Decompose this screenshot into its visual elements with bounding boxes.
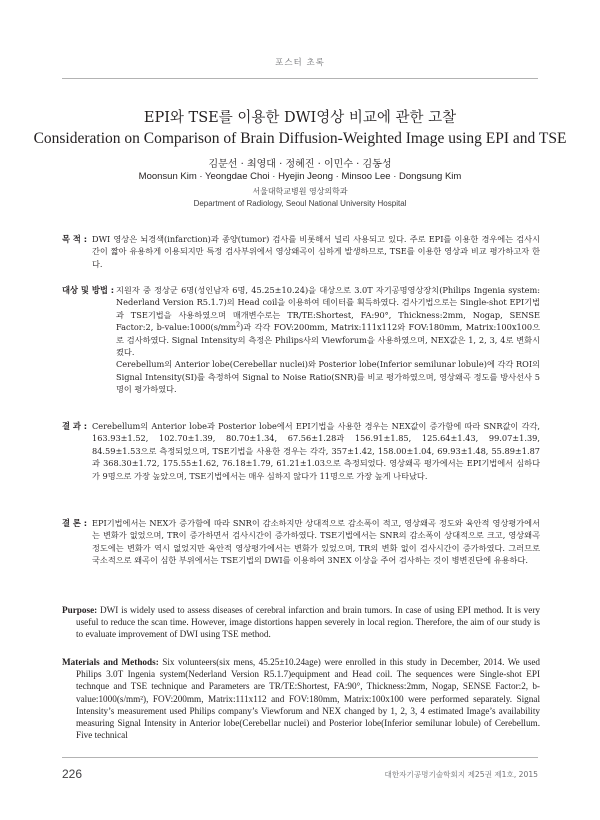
affiliation-korean: 서울대학교병원 영상의학과 [252,187,348,196]
section-tag: 포스터 초록 [275,58,325,68]
affiliation-english: Department of Radiology, Seoul National University Hospital [193,199,407,208]
korean-conclusion-label: 결 론 : [62,518,88,528]
korean-conclusion-section [62,517,540,567]
authors-korean: 김문선 · 최영대 · 정혜진 · 이민수 · 김동성 [208,159,392,170]
page-number: 226 [62,767,83,781]
korean-results-section [62,420,540,482]
korean-purpose-label: 목 적 : [62,234,88,244]
title-korean: EPI와 TSE를 이용한 DWI영상 비교에 관한 고찰 [143,110,457,126]
korean-results-text: Cerebellum의 Anterior lobe과 Posterior lobe에서 EPI기법을 사용한 경우는 NEX값이 증가함에 따라 SNR값이 각각, 163.93±1.52, 102.70±1.39, 80.70±1.34, 67.56±1.28과 156.91±1.85, 125.64±1.43, 99.07±1.39, 84.59±1.53으로 측정되었으며, TSE기법을 사용한 경우는 각각, 357±1.42, 158.00±1.04, 69.93±1.48, 55.89±1.87과 368.30±1.72, 175.55±1.62, 76.18±1.79, 61.21±1.03으로 측정되었다. 영상왜곡 평가에서는 EPI기법에서 심하다가 9명으로 가장 높았으며, TSE기법에서는 매우 심하지 않다가 11명으로 가장 높게 나타났다. [92,421,540,481]
header-divider [62,78,538,79]
authors-english: Moonsun Kim · Yeongdae Choi · Hyejin Jeong · Minsoo Lee · Dongsung Kim [138,171,462,182]
korean-methods-section [62,284,540,396]
english-purpose-label: Purpose: [62,605,98,615]
korean-methods-paragraph-2: Cerebellum의 Anterior lobe(Cerebellar nuclei)와 Posterior lobe(Inferior semilunar lobule)에 각각 ROI의 Signal Intensity(SI)를 측정하여 Signal to Noise Ratio(SNR)를 비교 평가하였으며, 영상왜곡 정도를 방사선사 5명이 평가하였다. [116,359,540,395]
korean-methods-label: 대상 및 방법 : [62,285,115,295]
english-purpose-section [62,604,540,641]
title-english: Consideration on Comparison of Brain Diffusion-Weighted Image using EPI and TSE [33,130,567,147]
korean-purpose-section [62,233,540,270]
english-methods-label: Materials and Methods: [62,657,159,667]
english-purpose-text: DWI is widely used to assess diseases of cerebral infarction and brain tumors. In case of using EPI method. It is very useful to reduce the scan time. However, image distortions happen severely in local region. Therefore, the aim of our study is to evaluate improvement of DWI using TSE method. [76,605,540,640]
korean-conclusion-text: EPI기법에서는 NEX가 증가함에 따라 SNR이 감소하지만 상대적으로 감소폭이 적고, 영상왜곡 정도와 육안적 영상평가에서는 변화가 없었으며, TR이 증가하면서 검사시간이 증가하였다. TSE기법에서는 SNR의 감소폭이 상대적으로 크고, 영상왜곡 정도에는 변화가 역시 없었지만 육안적 영상평가에서는 변화가 있었으며, TR의 변화 없이 검사시간이 증가하였다. 그러므로 국소적으로 왜곡이 심한 부위에서는 TSE기법의 DWI를 이용하여 3NEX 이상을 주어 검사하는 것이 병변진단에 유용하다. [92,518,540,566]
journal-citation: 대한자기공명기술학회지 제25권 제1호, 2015 [384,770,538,779]
korean-purpose-text: DWI 영상은 뇌경색(infarction)과 종양(tumor) 검사를 비롯해서 널리 사용되고 있다. 주로 EPI를 이용한 경우에는 검사시간이 짧아 유용하게 이용되지만 특정 검사부위에서 영상왜곡이 심하게 발생하므로, TSE를 이용한 영상과 비교 평가하고자 한다. [92,234,540,269]
korean-methods-paragraph-1: 지원자 중 정상군 6명(성인남자 6명, 45.25±10.24)을 대상으로 3.0T 자기공명영상장치(Philips Ingenia system: Nederland Version R5.1.7)의 Head coil을 이용하여 데이터를 획득하였다. 검사기법으로는 Single-shot EPI기법과 TSE기법을 사용하였으며 매개변수로는 TR/TE:Shortest, FA:90°, Thickness:2mm, Nogap, SENSE Factor:2, $b-value:1000(s/mm^2)$과 각각 FOV:200mm, Matrix:111x112와 FOV:180mm, Matrix:100x100으로 검사하였다. Signal Intensity의 측정은 Philips사의 Viewforum을 사용하였으며, NEX값은 1, 2, 3, 4로 변화시켰다. [116,285,540,358]
korean-results-label: 결 과 : [62,421,88,431]
english-methods-section [62,656,540,741]
footer-divider [62,757,538,758]
english-methods-text: Six volunteers(six mens, 45.25±10.24age) were enrolled in this study in December, 2014. We used Philips 3.0T Ingenia system(Nederland Version R5.1.7)equipment and Head coil. The sequences were Single-shot EPI technque and TSE technique and Parameters are TR/TE:Shortest, FA:90°, Thickness:2mm, Nogap, SENSE Factor:2, b-value:1000(s/mm²), FOV:200mm, Matrix:111x112 and FOV:180mm, Matrix:100x100 were performed separately. Signal Intensity’s measurement used Philips company’s Viewforum and NEX changed by 1, 2, 3, 4 estimated Image’s availability measuring Signal Intensity in Anterior lobe(Cerebellar nuclei) and Posterior lobe(Inferior semilunar lobule) of Cerebellum. Five technical [76,657,541,741]
